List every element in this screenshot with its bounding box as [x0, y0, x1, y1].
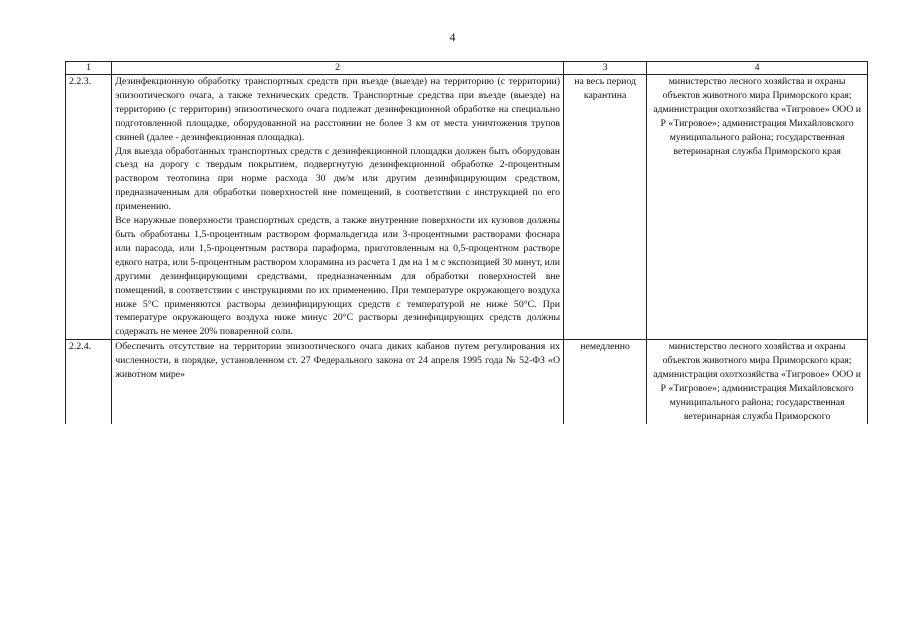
measures-table: [65, 61, 868, 424]
item-number: 2.2.3.: [66, 75, 112, 340]
measure-paragraph: Обеспечить отсутствие на территории эпизоотического очага диких кабанов путем регулирования их численности, в порядке, установленном ст. 27 Федерального закона от 24 апреля 1995 года № 52-ФЗ «О животном мире»: [115, 341, 561, 381]
measure-paragraph: Дезинфекционную обработку транспортных средств при въезде (выезде) на территорию (с территории) эпизоотического очага, а также технических средств. Транспортные средства при въезде (выезде) на территорию (с территории) эпизоотического очага подлежат дезинфекционной обработке на специально подготовленной площадке, оборудованной на расстоянии не более 3 км от места уничтожения трупов свиней (далее - дезинфекционная площадка).: [115, 76, 561, 143]
execution-term: немедленно: [564, 340, 647, 424]
column-header: 4: [647, 62, 868, 75]
table-row: [66, 75, 868, 340]
column-header: 2: [112, 62, 564, 75]
responsible-parties: министерство лесного хозяйства и охраны объектов животного мира Приморского края; администрация охотхозяйства «Тигровое» ООО и Р «Тигровое»; администрация Михайловского муниципального района; государственная ветеринарная служба Приморского края: [647, 75, 868, 340]
page-number: 4: [449, 30, 456, 44]
table-row: [66, 340, 868, 424]
responsible-parties: министерство лесного хозяйства и охраны объектов животного мира Приморского края; администрация охотхозяйства «Тигровое» ООО и Р «Тигровое»; администрация Михайловского муниципального района; государственная ветеринарная служба Приморского: [647, 340, 868, 424]
measure-description: [112, 75, 564, 340]
table-header-row: [66, 62, 868, 75]
measure-description: [112, 340, 564, 424]
column-header: 3: [564, 62, 647, 75]
measure-paragraph: Все наружные поверхности транспортных средств, а также внутренние поверхности их кузовов должны быть обработаны 1,5-процентным раствором формальдегида или 3-процентными растворами фоснара или парасода, или 1,5-процентным раствора параформа, приготовленным на 0,5-процентном растворе едкого натра, или 5-процентным раствором хлорамина из расчета 1 дм на 1 м с экспозицией 30 минут, или другими дезинфицирующими средствами, предназначенным для обработки поверхностей вне помещений, в соответствии с инструкциями по их применению. При температуре окружающего воздуха ниже 5°С применяются растворы дезинфицирующих средств с температурой не ниже 50°С. При температуре окружающего воздуха ниже минус 20°С растворы дезинфицирующих средств должны содержать не менее 20% поваренной соли.: [115, 215, 561, 338]
item-number: 2.2.4.: [66, 340, 112, 424]
measure-paragraph: Для выезда обработанных транспортных средств с дезинфекционной площадки должен быть оборудован съезд на дорогу с твердым покрытием, подвергнутую дезинфекционной обработке 2-процентным раствором теотопина при норме расхода 30 дм/м или другим дезинфицирующим средством, предназначенным для обработки поверхностей вне помещений, в соответствии с инструкцией по его применению.: [115, 145, 561, 213]
column-header: 1: [66, 62, 112, 75]
execution-term: на весь период карантина: [564, 75, 647, 340]
